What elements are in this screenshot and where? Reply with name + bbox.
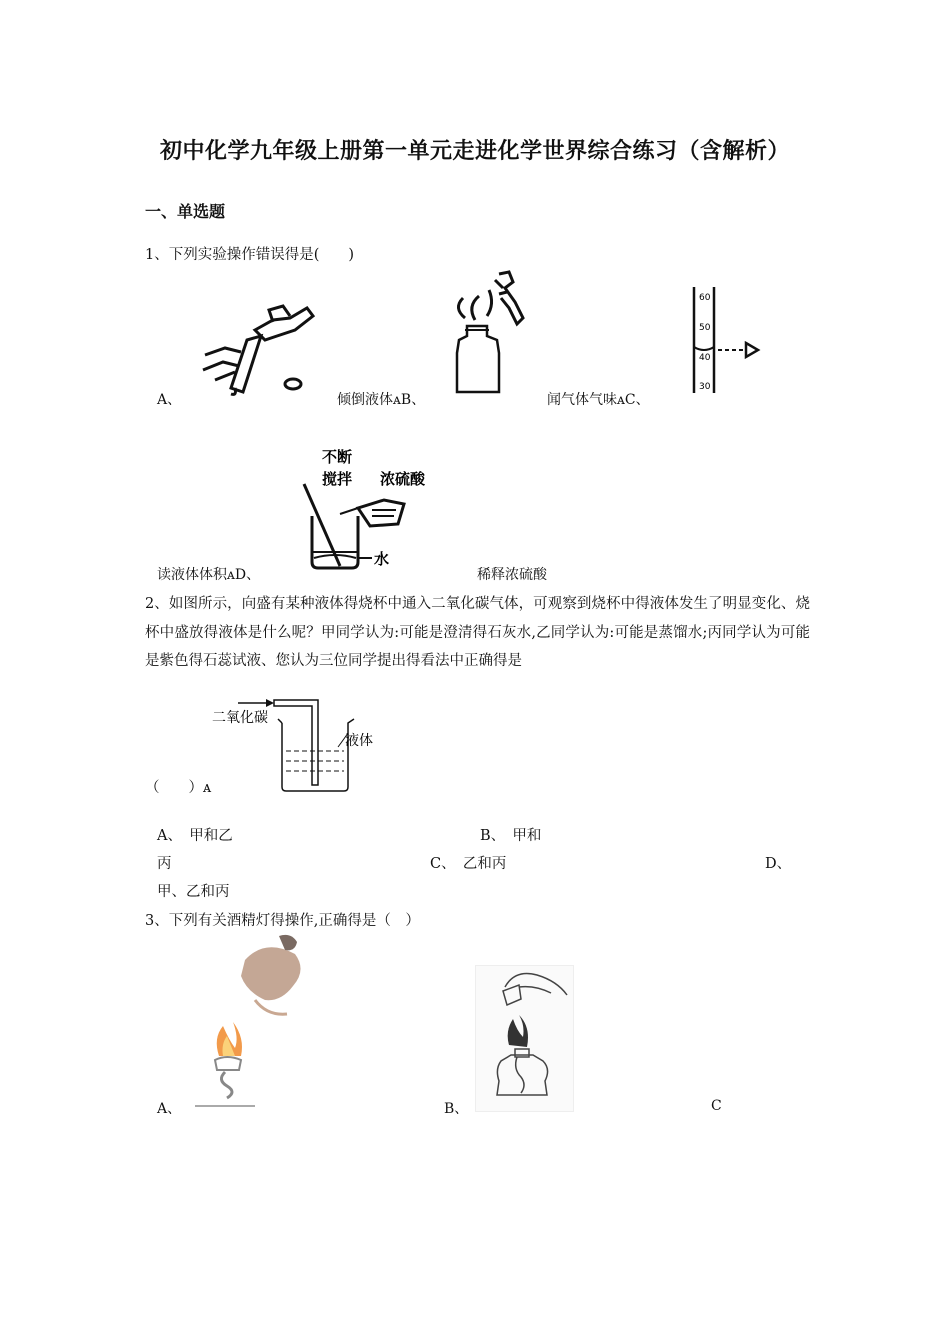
document-title: 初中化学九年级上册第一单元走进化学世界综合练习（含解析） xyxy=(159,139,790,164)
label-stir-line2: 搅拌 xyxy=(322,470,353,488)
label-stir-line1: 不断 xyxy=(322,448,353,466)
cylinder-tick-60: 60 xyxy=(699,293,711,303)
q2-option-a: A、 甲和乙 xyxy=(157,828,233,844)
q1-figure-d-diluting-acid xyxy=(300,440,460,575)
label-liquid: 液体 xyxy=(345,733,373,749)
q2-option-b: B、 甲和 xyxy=(480,828,542,844)
q3-stem: 3、下列有关酒精灯得操作,正确得是（ ） xyxy=(145,913,420,929)
q1-caption-a-option-b-marker: 倾倒液体ᴀB、 xyxy=(337,392,426,408)
q1-figure-a-pouring xyxy=(195,300,320,400)
q3-option-c: C xyxy=(711,1098,722,1114)
q1-figure-b-smelling xyxy=(445,268,535,398)
q2-tail: （ ）ᴀ xyxy=(145,780,212,796)
label-carbon-dioxide: 二氧化碳 xyxy=(212,710,268,726)
label-water: 水 xyxy=(374,550,390,568)
q2-option-d: D、 xyxy=(765,856,792,872)
cylinder-tick-40: 40 xyxy=(699,353,711,363)
label-concentrated-acid: 浓硫酸 xyxy=(380,470,426,488)
q2-option-c: C、 乙和丙 xyxy=(430,856,507,872)
q2-option-d-continued: 甲、乙和丙 xyxy=(157,884,230,900)
q3-figure-b-alcohol-lamp-cap xyxy=(475,965,575,1113)
q2-stem: 2、如图所示，向盛有某种液体得烧杯中通入二氧化碳气体，可观察到烧杯中得液体发生了明显变化、烧杯中盛放得液体是什么呢？甲同学认为:可能是澄清得石灰水,乙同学认为:可能是蒸馏水;丙同学认为可能是紫色得石蕊试液、您认为三位同学提出得看法中正确得是 xyxy=(145,596,810,669)
cylinder-tick-30: 30 xyxy=(699,382,711,392)
q3-option-a: A、 xyxy=(157,1101,182,1117)
q2-option-b-continued: 丙 xyxy=(157,856,172,872)
q2-figure-beaker-co2 xyxy=(210,695,380,795)
q1-stem: 1、下列实验操作错误得是( ) xyxy=(145,247,355,263)
q1-caption-b-option-c-marker: 闻气体气味ᴀC、 xyxy=(547,392,650,408)
q1-figure-c-reading-volume xyxy=(690,285,770,395)
q1-option-a-marker: A、 xyxy=(157,392,182,408)
q3-option-b: B、 xyxy=(444,1101,469,1117)
q1-caption-d: 稀释浓硫酸 xyxy=(477,567,547,583)
section-heading: 一、单选题 xyxy=(145,202,226,221)
q3-figure-a-alcohol-lamp xyxy=(195,930,315,1110)
cylinder-tick-50: 50 xyxy=(699,323,711,333)
q1-caption-c-option-d-marker: 读液体体积ᴀD、 xyxy=(157,567,261,583)
